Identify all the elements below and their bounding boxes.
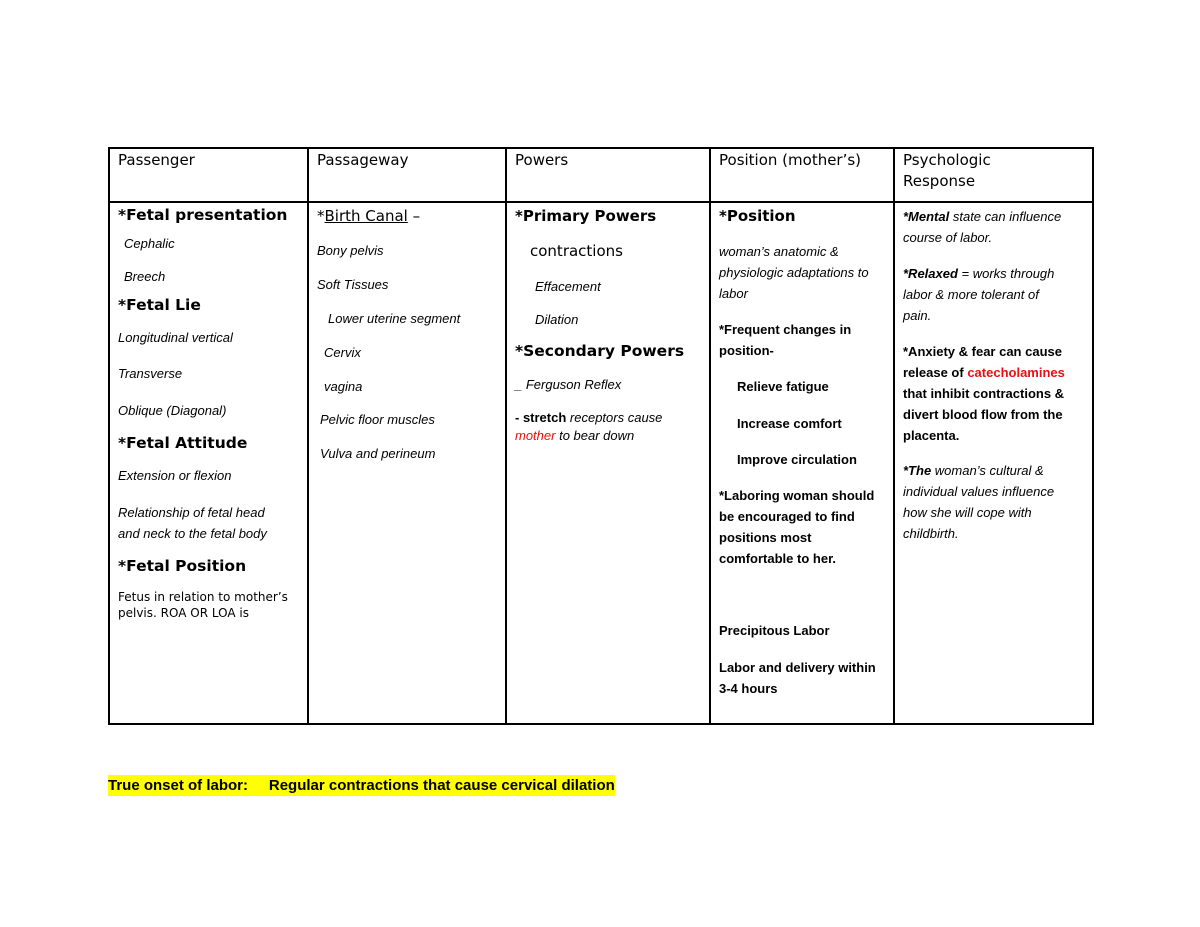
cephalic-text: Cephalic: [124, 236, 175, 251]
effacement-text: Effacement: [535, 279, 601, 294]
delivery-line1: Labor and delivery within: [719, 660, 876, 675]
header-powers-text: Powers: [515, 151, 569, 169]
passageway-cell: [308, 202, 506, 724]
true-onset-highlight: [108, 775, 615, 796]
primary-powers-heading: *Primary Powers: [515, 207, 657, 225]
passenger-cell: [109, 202, 308, 724]
longitudinal-text: Longitudinal vertical: [118, 330, 233, 345]
cultural-line3: how she will cope with: [903, 505, 1032, 520]
position-cell: [710, 202, 894, 724]
precipitous-text: Precipitous Labor: [719, 623, 830, 638]
stretch-rest: receptors cause: [566, 410, 663, 425]
psych-cell: [894, 202, 1093, 724]
header-powers: [506, 148, 710, 202]
mental-line2: course of labor.: [903, 230, 993, 245]
secondary-powers-heading: *Secondary Powers: [515, 342, 685, 360]
position-heading: *Position: [719, 207, 796, 225]
header-psych-line1: Psychologic: [903, 151, 991, 169]
birth-canal-text: Birth Canal: [324, 207, 408, 225]
fetal-presentation-heading: *Fetal presentation: [118, 206, 288, 224]
lower-uterine-text: Lower uterine segment: [328, 311, 461, 326]
header-position-text: Position: [719, 151, 778, 169]
cultural-line2: individual values influence: [903, 484, 1055, 499]
relaxed-line2: labor & more tolerant of: [903, 287, 1039, 302]
header-position: [710, 148, 894, 202]
header-psych-line2: Response: [903, 172, 976, 190]
woman-line2: physiologic adaptations to: [719, 265, 869, 280]
ferguson-text: _ Ferguson Reflex: [515, 377, 622, 392]
mother-line: [515, 427, 701, 445]
soft-tissues-text: Soft Tissues: [317, 277, 389, 292]
relationship-line1: Relationship of fetal head: [118, 505, 265, 520]
vulva-text: Vulva and perineum: [320, 446, 436, 461]
frequent-line1: *Frequent changes in: [719, 322, 852, 337]
relaxed-rest: = works through: [957, 266, 1055, 281]
birth-canal-star: *: [317, 207, 325, 225]
laboring-line1: *Laboring woman should: [719, 488, 875, 503]
cultural-line1: [903, 460, 1084, 481]
bony-pelvis-text: Bony pelvis: [317, 243, 384, 258]
cervix-text: Cervix: [324, 345, 361, 360]
catecholamines-word: catecholamines: [967, 365, 1065, 380]
true-onset-text: Regular contractions that cause cervical dilation: [268, 777, 615, 794]
laboring-line2: be encouraged to find: [719, 509, 855, 524]
pelvic-floor-text: Pelvic floor muscles: [320, 412, 435, 427]
the-star: *The: [903, 463, 932, 478]
frequent-line2: position-: [719, 343, 774, 358]
header-passageway: [308, 148, 506, 202]
cultural-line4: childbirth.: [903, 526, 959, 541]
increase-text: Increase comfort: [737, 416, 842, 431]
delivery-line2: 3-4 hours: [719, 681, 778, 696]
transverse-text: Transverse: [118, 366, 183, 381]
relaxed-star: *Relaxed: [903, 266, 958, 281]
mental-rest: state can influence: [949, 209, 1062, 224]
oblique-text: Oblique (Diagonal): [118, 403, 227, 418]
improve-text: Improve circulation: [737, 452, 857, 467]
relaxed-line3: pain.: [903, 308, 932, 323]
powers-cell: [506, 202, 710, 724]
anxiety-line3: that inhibit contractions &: [903, 386, 1065, 401]
extension-text: Extension or flexion: [118, 468, 232, 483]
relationship-line2: and neck to the fetal body: [118, 526, 267, 541]
true-onset-gap: [248, 777, 269, 794]
dilation-text: Dilation: [535, 312, 579, 327]
anxiety-line4: divert blood flow from the: [903, 407, 1063, 422]
woman-line1: woman’s anatomic &: [719, 244, 839, 259]
fetal-lie-heading: *Fetal Lie: [118, 296, 201, 314]
vagina-text: vagina: [324, 379, 363, 394]
fetal-position-heading: *Fetal Position: [118, 557, 247, 575]
header-psychologic: [894, 148, 1093, 202]
the-rest: woman’s cultural &: [931, 463, 1044, 478]
relaxed-line1: [903, 263, 1084, 284]
laboring-line4: comfortable to her.: [719, 551, 837, 566]
contractions-text: contractions: [530, 242, 623, 260]
stretch-line: [515, 408, 701, 427]
woman-line3: labor: [719, 286, 748, 301]
fetus-line2: pelvis. ROA OR LOA is: [118, 606, 249, 620]
mother-word: mother: [515, 428, 556, 443]
mental-line1: [903, 206, 1084, 227]
header-passenger-text: Passenger: [118, 151, 195, 169]
anxiety-line1: *Anxiety & fear can cause: [903, 344, 1062, 359]
birth-canal-dash: –: [407, 207, 421, 225]
anxiety-release: release of: [903, 365, 968, 380]
fetal-attitude-heading: *Fetal Attitude: [118, 434, 248, 452]
laboring-line3: positions most: [719, 530, 812, 545]
true-onset-label: True onset of labor:: [108, 777, 249, 794]
anxiety-line2: [903, 362, 1084, 383]
fetus-line1: Fetus in relation to mother’s: [118, 590, 288, 604]
relieve-text: Relieve fatigue: [737, 379, 829, 394]
content-row: [109, 202, 1093, 724]
header-position-sub: (mother’s): [777, 151, 862, 169]
labor-factors-table: [108, 147, 1094, 725]
mental-star: *Mental: [903, 209, 950, 224]
header-row: [109, 148, 1093, 202]
anxiety-line5: placenta.: [903, 428, 960, 443]
header-passenger: [109, 148, 308, 202]
breech-text: Breech: [124, 269, 166, 284]
birth-canal-heading: [317, 206, 497, 226]
stretch-bold: - stretch: [515, 410, 567, 425]
header-passageway-text: Passageway: [317, 151, 409, 169]
bear-down-text: to bear down: [555, 428, 635, 443]
